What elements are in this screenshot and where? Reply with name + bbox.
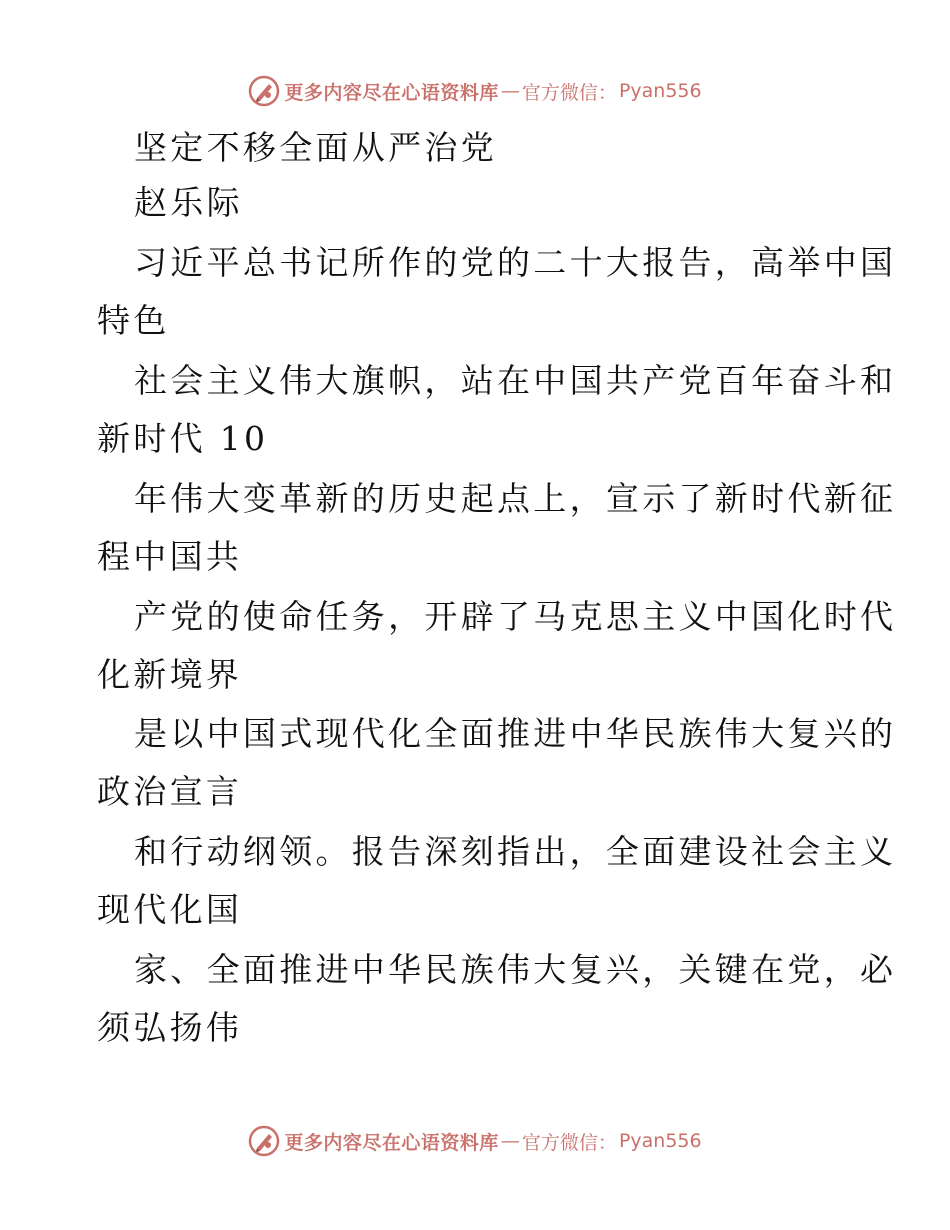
pen-logo-icon — [248, 1125, 280, 1157]
text-line: 程中国共 — [97, 537, 243, 576]
text-line: 是以中国式现代化全面推进中华民族伟大复兴的 — [134, 714, 897, 753]
header-banner — [0, 71, 950, 111]
text-line: 家、全面推进中华民族伟大复兴，关键在党，必 — [134, 950, 897, 989]
text-line: 和行动纲领。报告深刻指出，全面建设社会主义 — [134, 832, 897, 871]
text-line: 政治宣言 — [97, 772, 243, 811]
pen-logo-icon — [248, 75, 280, 107]
banner-dash: — — [500, 1130, 520, 1152]
banner-dash: — — [500, 80, 520, 102]
footer-banner — [0, 1121, 950, 1161]
text-line: 特色 — [97, 301, 170, 340]
text-line: 化新境界 — [97, 655, 243, 694]
text-line: 新时代 10 — [97, 419, 269, 458]
banner-title: 更多内容尽在心语资料库 — [284, 81, 499, 104]
text-line: 年伟大变革新的历史起点上，宣示了新时代新征 — [134, 479, 897, 518]
document-author: 赵乐际 — [134, 183, 243, 222]
text-line: 产党的使命任务，开辟了马克思主义中国化时代 — [134, 597, 897, 636]
banner-title: 更多内容尽在心语资料库 — [284, 1131, 499, 1154]
banner-wechat-label: 官方微信： — [521, 81, 617, 104]
banner-wechat-id: Pyan556 — [618, 80, 702, 102]
text-line: 须弘扬伟 — [97, 1008, 243, 1047]
document-title: 坚定不移全面从严治党 — [134, 128, 497, 167]
text-line: 社会主义伟大旗帜，站在中国共产党百年奋斗和 — [134, 361, 897, 400]
text-line: 现代化国 — [97, 890, 243, 929]
banner-wechat-label: 官方微信： — [521, 1131, 617, 1154]
text-line: 习近平总书记所作的党的二十大报告，高举中国 — [134, 243, 897, 282]
banner-wechat-id: Pyan556 — [618, 1130, 702, 1152]
